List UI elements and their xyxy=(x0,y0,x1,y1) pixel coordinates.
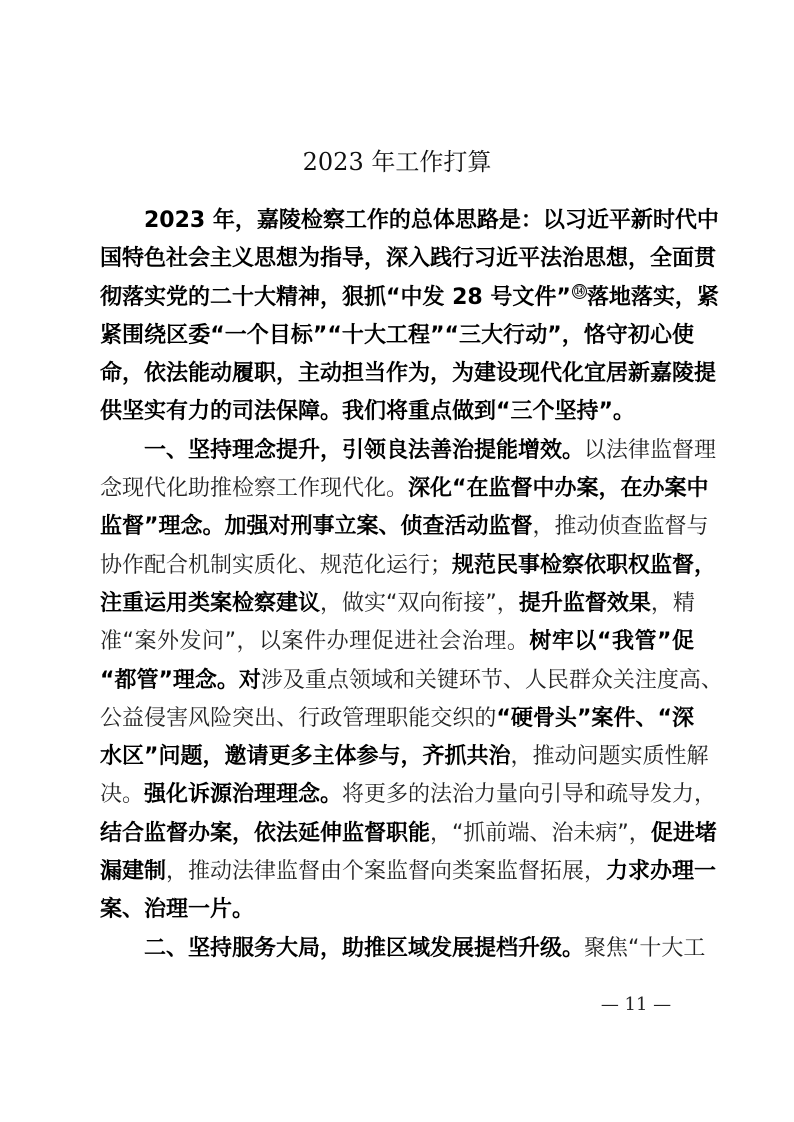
bold-text: 力求办理一 xyxy=(606,859,717,885)
text-line xyxy=(100,470,709,508)
bold-text: 促进堵 xyxy=(650,820,717,846)
text-line xyxy=(100,317,694,355)
plain-text: 准“案外发问”，以案件办理促进社会治理。 xyxy=(100,629,530,655)
bold-text: 结合监督办案，依法延伸监督职能 xyxy=(100,820,431,846)
bold-text: 彻落实党的二十大精神，狠抓“中发 28 号文件” xyxy=(100,284,571,310)
footnote-marker[interactable]: ⑭ xyxy=(573,285,585,299)
text-line xyxy=(100,585,694,623)
bold-text: 国特色社会主义思想为指导，深入践行习近平法治思想，全面贯 xyxy=(100,246,717,272)
bold-text: 水区”问题，邀请更多主体参与，齐抓共治 xyxy=(100,744,511,770)
plain-text: 聚焦“十大工 xyxy=(584,935,706,961)
document-body xyxy=(100,202,723,968)
plain-text: 公益侵害风险突出、行政管理职能交织的 xyxy=(100,705,497,731)
text-line xyxy=(100,279,719,317)
plain-text: 将更多的法治力量向引导和疏导发力， xyxy=(342,782,717,808)
text-line xyxy=(100,738,709,776)
text-line xyxy=(100,662,723,700)
page-number: — 11 — xyxy=(600,994,672,1015)
text-line xyxy=(100,432,717,470)
text-line xyxy=(100,508,709,546)
text-line xyxy=(100,547,717,585)
plain-text: 以法律监督理 xyxy=(584,437,717,463)
text-line xyxy=(100,815,717,853)
bold-text: 供坚实有力的司法保障。我们将重点做到“三个坚持”。 xyxy=(100,399,635,425)
bold-text: “硬骨头”案件、“深 xyxy=(496,705,694,731)
bold-text: 一、坚持理念提升，引领良法善治提能增效。 xyxy=(144,437,585,463)
bold-text: 树牢以“我管”促 xyxy=(529,629,694,655)
text-line xyxy=(100,393,694,431)
bold-text: 深化“在监督中办案，在办案中 xyxy=(408,476,709,502)
bold-text: “都管”理念。对 xyxy=(100,667,261,693)
bold-text: 命，依法能动履职，主动担当作为，为建设现代化宜居新嘉陵提 xyxy=(100,361,717,387)
text-line xyxy=(100,776,717,814)
bold-text: 提升监督效果 xyxy=(518,590,651,616)
plain-text: ，“抓前端、治未病”， xyxy=(430,820,651,846)
plain-text: 念现代化助推检察工作现代化。 xyxy=(100,476,409,502)
text-line xyxy=(100,240,717,278)
plain-text: 决。 xyxy=(100,782,145,808)
plain-text: ，做实“双向衔接”， xyxy=(320,590,519,616)
bold-text: 漏建制 xyxy=(100,859,167,885)
plain-text: ，推动法律监督由个案监督向类案监督拓展， xyxy=(166,859,607,885)
plain-text: ，推动问题实质性解 xyxy=(510,744,709,770)
text-line xyxy=(100,700,694,738)
text-line xyxy=(100,891,694,929)
document-title: 2023 年工作打算 xyxy=(302,148,492,176)
bold-text: 落地落实，紧 xyxy=(586,284,719,310)
text-line xyxy=(100,355,717,393)
bold-text: 二、坚持服务大局，助推区域发展提档升级。 xyxy=(144,935,585,961)
plain-text: ，精 xyxy=(650,590,695,616)
text-line xyxy=(100,623,694,661)
text-line xyxy=(100,930,706,968)
text-line xyxy=(100,853,717,891)
bold-text: 2023 年，嘉陵检察工作的总体思路是：以习近平新时代中 xyxy=(144,208,719,233)
bold-text: 强化诉源治理理念。 xyxy=(144,782,343,808)
plain-text: 涉及重点领域和关键环节、人民群众关注度高、 xyxy=(260,667,723,693)
bold-text: 监督”理念。加强对刑事立案、侦查活动监督 xyxy=(100,514,533,540)
text-line xyxy=(100,202,719,240)
bold-text: 紧围绕区委“一个目标”“十大工程”“三大行动”，恪守初心使 xyxy=(100,322,694,348)
plain-text: ，推动侦查监督与 xyxy=(532,514,709,540)
bold-text: 案、治理一片。 xyxy=(100,897,255,923)
bold-text: 规范民事检察依职权监督， xyxy=(452,552,717,578)
plain-text: 协作配合机制实质化、规范化运行； xyxy=(100,552,453,578)
bold-text: 注重运用类案检察建议 xyxy=(100,590,321,616)
